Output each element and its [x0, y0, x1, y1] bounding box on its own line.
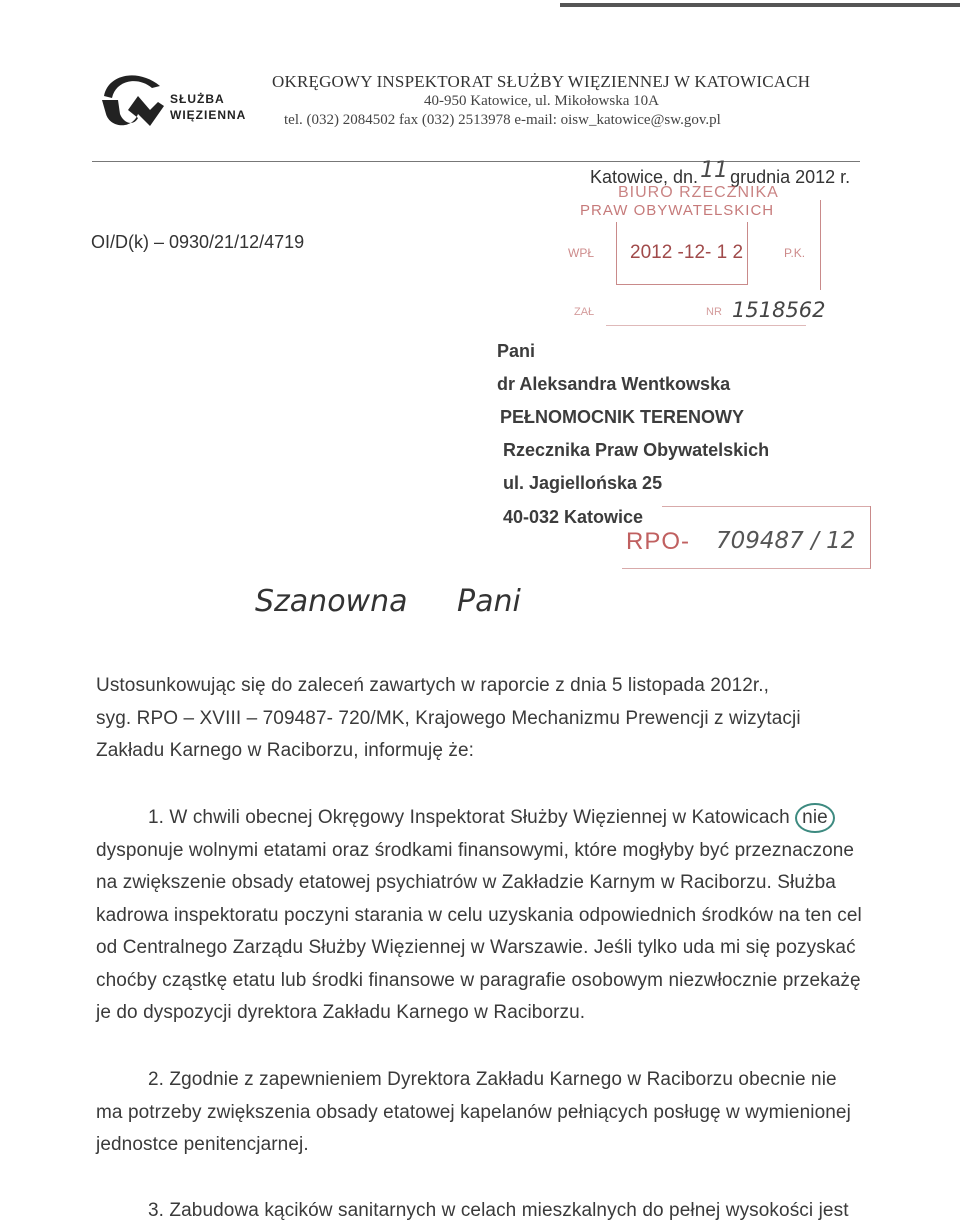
scan-top-edge — [560, 3, 960, 7]
point-1-line-4: kadrowa inspektoratu poczyni starania w celu uzyskania odpowiednich środków na ten cel — [96, 904, 862, 926]
logo-text-line2: WIĘZIENNA — [170, 108, 247, 122]
point-1-line-3: na zwiększenie obsady etatowej psychiatrów w Zakładzie Karnym w Raciborzu. Służba — [96, 872, 836, 893]
stamp-nr-label: NR — [706, 306, 722, 318]
rpo-stamp-top-line — [662, 506, 870, 507]
institution-address: 40-950 Katowice, ul. Mikołowska 10A — [424, 93, 659, 109]
point-1-line-6: choćby cząstkę etatu lub środki finansowe w paragrafie osobowym niezwłocznie przekażę — [96, 969, 861, 991]
intro-paragraph — [96, 670, 876, 768]
point-1-text: 1. W chwili obecnej Okręgowy Inspektorat Służby Więziennej w Katowicach — [148, 807, 790, 828]
stamp-frame-right — [820, 200, 821, 290]
recipient-office: Rzecznika Praw Obywatelskich — [503, 440, 770, 460]
intro-line-1: Ustosunkowując się do zaleceń zawartych w raporcie z dnia 5 listopada 2012r., — [96, 675, 770, 696]
recipient-street: ul. Jagiellońska 25 — [503, 473, 663, 493]
rpo-stamp — [622, 506, 871, 569]
intro-line-3: Zakładu Karnego w Raciborzu, informuję że: — [96, 740, 475, 761]
recipient-salutation: Pani — [497, 341, 536, 361]
recipient-title: PEŁNOMOCNIK TERENOWY — [500, 407, 745, 427]
point-1 — [96, 802, 876, 1030]
point-1-first-line — [96, 802, 876, 835]
rpo-stamp-prefix: RPO- — [626, 528, 690, 555]
point-1-line-2: dysponuje wolnymi etatami oraz środkami finansowymi, które mogłyby być przeznaczone — [96, 839, 855, 861]
point-3-first-line: 3. Zabudowa kącików sanitarnych w celach mieszkalnych do pełnej wysokości jest — [148, 1200, 849, 1221]
recipient-city: 40-032 Katowice — [503, 507, 644, 527]
handwritten-greeting: Szanowna Pani — [255, 584, 521, 619]
stamp-line2: PRAW OBYWATELSKICH — [580, 202, 775, 219]
logo-text-line1: SŁUŻBA — [170, 92, 225, 106]
point-1-circled-word: nie — [795, 803, 835, 833]
case-reference: OI/D(k) – 0930/21/12/4719 — [91, 232, 305, 252]
recipient-name: dr Aleksandra Wentkowska — [497, 374, 731, 394]
sluzba-wiezienna-emblem-icon — [98, 66, 168, 134]
header-divider — [92, 161, 860, 162]
point-2-first-line: 2. Zgodnie z zapewnieniem Dyrektora Zakładu Karnego w Raciborzu obecnie nie — [148, 1069, 837, 1090]
point-3 — [96, 1195, 876, 1228]
rpo-stamp-number: 709487 / 12 — [716, 528, 856, 554]
date-prefix: Katowice, dn. — [590, 167, 699, 187]
intro-line-2: syg. RPO – XVIII – 709487- 720/MK, Krajowego Mechanizmu Prewencji z wizytacji — [96, 707, 801, 729]
date-day-handwritten: 11 — [700, 158, 729, 183]
stamp-line1: BIURO RZECZNIKA — [618, 184, 779, 201]
point-1-line-5: od Centralnego Zarządu Służby Więziennej w Warszawie. Jeśli tylko uda mi się pozyskać — [96, 937, 856, 958]
point-1-line-7: je do dyspozycji dyrektora Zakładu Karnego w Raciborzu. — [96, 1002, 586, 1023]
stamp-number-handwritten: 1518562 — [732, 298, 826, 322]
institution-contact: tel. (032) 2084502 fax (032) 2513978 e-mail: oisw_katowice@sw.gov.pl — [284, 112, 721, 128]
receipt-stamp — [566, 180, 824, 320]
logo — [98, 66, 248, 136]
stamp-pk-label: P.K. — [784, 246, 806, 260]
stamp-bottom-line — [606, 325, 806, 326]
point-2-line-3: jednostce penitencjarnej. — [96, 1134, 309, 1155]
stamp-wpl-label: WPŁ — [568, 246, 595, 260]
institution-name: OKRĘGOWY INSPEKTORAT SŁUŻBY WIĘZIENNEJ W KATOWICACH — [272, 72, 811, 91]
point-2 — [96, 1064, 876, 1162]
point-2-line-2: ma potrzeby zwiększenia obsady etatowej kapelanów pełniących posługę w wymienionej — [96, 1101, 851, 1123]
date-suffix: grudnia 2012 r. — [730, 167, 851, 187]
stamp-date: 2012 -12- 1 2 — [630, 242, 744, 263]
stamp-zal-label: ZAŁ — [574, 306, 595, 318]
